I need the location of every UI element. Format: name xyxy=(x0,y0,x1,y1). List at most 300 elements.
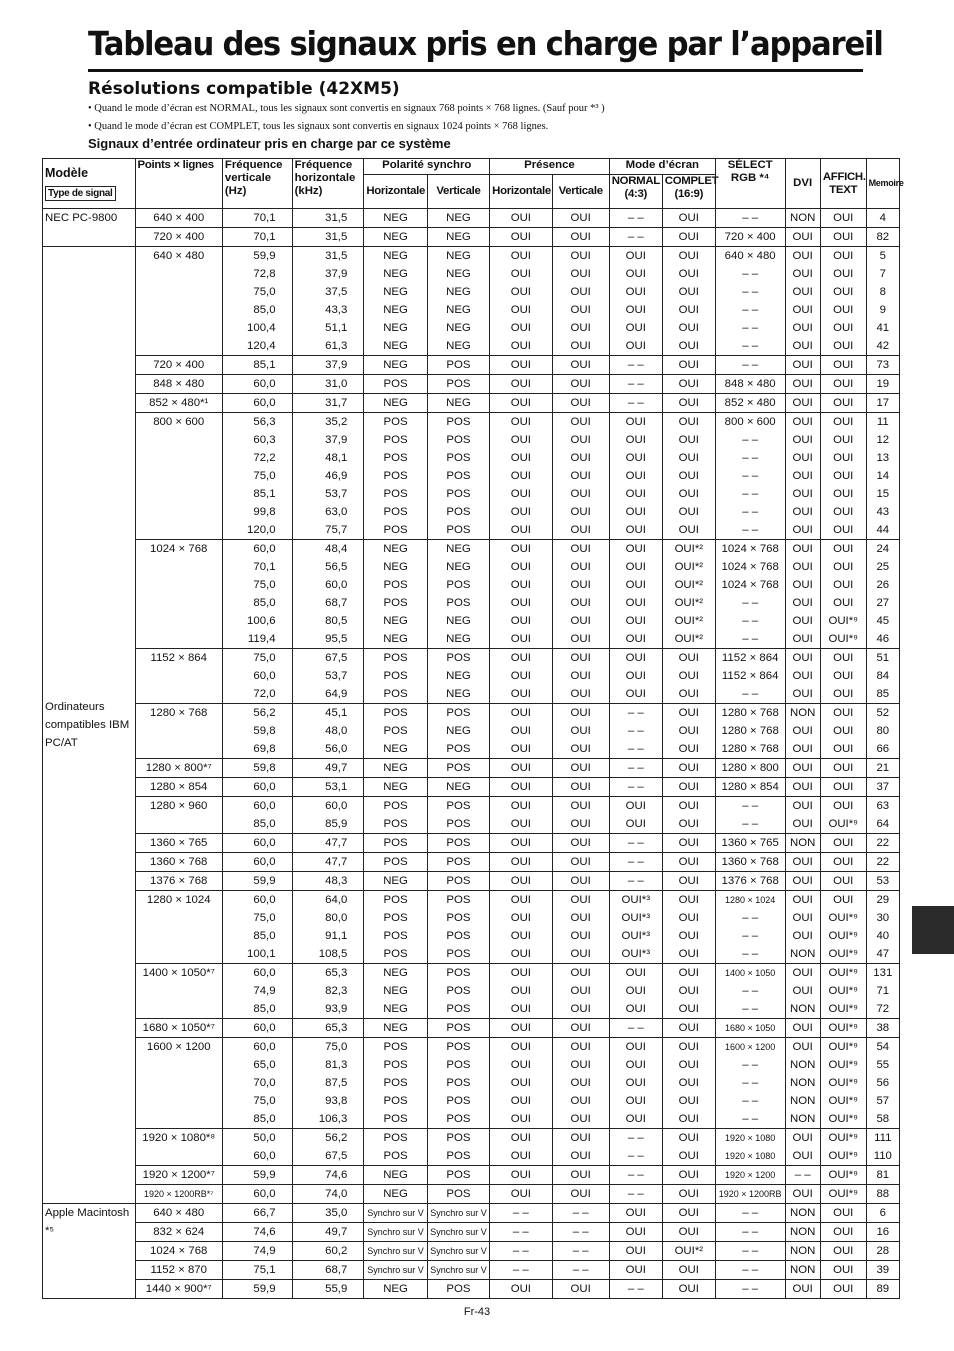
cell-value: 15 xyxy=(876,488,890,500)
cell-com xyxy=(662,1166,715,1185)
cell-value: POS xyxy=(383,652,408,664)
cell-value: 44 xyxy=(876,524,890,536)
cell-value: 1600 × 1200 xyxy=(725,1042,776,1052)
cell-ph xyxy=(364,394,427,413)
cell-value: OUI xyxy=(625,506,646,518)
cell-value: – – xyxy=(627,378,644,390)
cell-value: OUI xyxy=(678,800,699,812)
cell-value: OUI*⁹ xyxy=(828,1022,859,1034)
cell-rgb xyxy=(715,1019,785,1038)
cell-dvi xyxy=(785,356,820,375)
cell-prv xyxy=(552,356,609,375)
cell-value: OUI xyxy=(625,452,646,464)
cell-value: – – xyxy=(742,597,759,609)
cell-value: OUI xyxy=(833,212,854,224)
cell-prh xyxy=(490,540,552,649)
cell-pv xyxy=(427,649,489,704)
cell-nor xyxy=(609,247,662,356)
cell-value: OUI xyxy=(570,452,591,464)
cell-value: OUI xyxy=(792,688,813,700)
cell-prh xyxy=(490,1185,552,1204)
cell-value: – – xyxy=(627,725,644,737)
cell-value: 82,3 xyxy=(325,985,348,997)
cell-value: – – xyxy=(742,359,759,371)
cell-ph xyxy=(364,413,427,540)
cell-value: OUI xyxy=(510,1003,531,1015)
cell-v xyxy=(222,649,292,704)
cell-value: OUI xyxy=(678,470,699,482)
cell-v xyxy=(222,209,292,228)
cell-prv xyxy=(552,228,609,247)
cell-value: POS xyxy=(446,856,471,868)
cell-value: OUI xyxy=(625,1245,646,1257)
cell-value: OUI xyxy=(570,615,591,627)
table-row xyxy=(43,247,900,356)
cell-pv xyxy=(427,853,489,872)
cell-ph xyxy=(364,834,427,853)
cell-value: POS xyxy=(446,470,471,482)
cell-value: 53,7 xyxy=(325,488,348,500)
cell-value: NEG xyxy=(383,250,408,262)
points-cell: 1360 × 768 xyxy=(135,853,222,872)
cell-value: OUI*⁹ xyxy=(828,1169,859,1181)
cell-prv xyxy=(552,872,609,891)
cell-value: NEG xyxy=(383,1169,408,1181)
cell-rgb xyxy=(715,1261,785,1280)
cell-value: OUI xyxy=(678,1022,699,1034)
cell-value: OUI xyxy=(792,652,813,664)
cell-value: Synchro sur V xyxy=(367,1227,424,1237)
cell-ph xyxy=(364,1019,427,1038)
cell-value: OUI xyxy=(510,875,531,887)
cell-mem xyxy=(866,853,899,872)
cell-dvi xyxy=(785,1223,820,1242)
cell-value: OUI xyxy=(570,1150,591,1162)
cell-value: OUI xyxy=(833,597,854,609)
cell-prh xyxy=(490,1223,552,1242)
cell-h xyxy=(292,1129,364,1166)
cell-dvi xyxy=(785,704,820,759)
cell-value: OUI xyxy=(570,470,591,482)
cell-prv xyxy=(552,834,609,853)
cell-value: 70,1 xyxy=(253,212,276,224)
cell-value: OUI xyxy=(570,304,591,316)
cell-value: POS xyxy=(383,670,408,682)
cell-value: Synchro sur V xyxy=(367,1208,424,1218)
cell-value: 60,0 xyxy=(253,837,276,849)
cell-value: OUI xyxy=(625,800,646,812)
cell-value: – – xyxy=(742,286,759,298)
cell-value: – – xyxy=(627,1188,644,1200)
cell-value: POS xyxy=(383,912,408,924)
cell-value: NEG xyxy=(383,1022,408,1034)
cell-value: 1280 × 1024 xyxy=(725,895,776,905)
header-polarite-vert: Verticale xyxy=(427,175,489,209)
cell-v xyxy=(222,356,292,375)
cell-com xyxy=(662,1185,715,1204)
cell-value: OUI xyxy=(678,875,699,887)
cell-value: 72,8 xyxy=(253,268,276,280)
cell-value: POS xyxy=(446,707,471,719)
cell-value: 1280 × 768 xyxy=(721,707,779,719)
cell-rgb xyxy=(715,1204,785,1223)
cell-value: OUI xyxy=(625,524,646,536)
cell-ph xyxy=(364,797,427,834)
cell-value: 65,3 xyxy=(325,967,348,979)
cell-value: 1376 × 768 xyxy=(721,875,779,887)
cell-rgb xyxy=(715,778,785,797)
cell-value: OUI xyxy=(792,781,813,793)
cell-dvi xyxy=(785,247,820,356)
cell-aff xyxy=(820,872,866,891)
cell-value: NEG xyxy=(446,688,471,700)
cell-value: POS xyxy=(383,506,408,518)
cell-value: OUI xyxy=(570,250,591,262)
cell-v xyxy=(222,759,292,778)
cell-value: – – xyxy=(742,488,759,500)
cell-value: – – xyxy=(742,1207,759,1219)
cell-value: – – xyxy=(794,1169,811,1181)
cell-value: OUI xyxy=(625,416,646,428)
model-cell: NEC PC-9800 xyxy=(43,209,136,247)
cell-value: 51 xyxy=(876,652,890,664)
cell-value: OUI*⁹ xyxy=(828,985,859,997)
cell-value: 60,0 xyxy=(253,894,276,906)
cell-value: OUI xyxy=(833,397,854,409)
cell-value: OUI*³ xyxy=(621,894,650,906)
cell-value: NEG xyxy=(446,268,471,280)
page-number: Fr-43 xyxy=(463,1306,491,1318)
cell-value: OUI xyxy=(833,800,854,812)
cell-value: OUI xyxy=(833,837,854,849)
cell-mem xyxy=(866,759,899,778)
cell-value: OUI xyxy=(678,1003,699,1015)
cell-value: OUI xyxy=(570,930,591,942)
cell-com xyxy=(662,778,715,797)
cell-rgb xyxy=(715,834,785,853)
cell-prv xyxy=(552,964,609,1019)
cell-value: NEG xyxy=(383,212,408,224)
cell-rgb xyxy=(715,649,785,704)
cell-value: – – xyxy=(742,1059,759,1071)
points-cell: 1280 × 800*⁷ xyxy=(135,759,222,778)
note-normal-mode: • Quand le mode d’écran est NORMAL, tous les signaux sont convertis en signaux 768 points × 768 lignes. (Sauf pour *³ ) xyxy=(88,103,605,114)
cell-value: NEG xyxy=(383,286,408,298)
cell-value: 31,5 xyxy=(325,250,348,262)
cell-value: OUI xyxy=(678,1077,699,1089)
cell-value: 85,9 xyxy=(325,818,348,830)
cell-value: OUI xyxy=(570,967,591,979)
cell-value: 800 × 600 xyxy=(724,416,776,428)
header-polarite-horiz: Horizontale xyxy=(364,175,427,209)
cell-ph xyxy=(364,1223,427,1242)
cell-value: – – xyxy=(742,800,759,812)
cell-value: 30 xyxy=(876,912,890,924)
cell-pv xyxy=(427,394,489,413)
cell-value: OUI xyxy=(625,818,646,830)
cell-value: POS xyxy=(446,967,471,979)
cell-value: 87,5 xyxy=(325,1077,348,1089)
cell-value: 85,0 xyxy=(253,1113,276,1125)
cell-com xyxy=(662,247,715,356)
cell-value: OUI xyxy=(510,1150,531,1162)
cell-value: OUI*³ xyxy=(621,930,650,942)
cell-value: OUI*⁹ xyxy=(828,1113,859,1125)
cell-value: 56,0 xyxy=(325,743,348,755)
cell-v xyxy=(222,375,292,394)
section-tab-marker xyxy=(912,906,954,954)
cell-value: 53,7 xyxy=(325,670,348,682)
cell-value: 89 xyxy=(876,1283,890,1295)
cell-value: OUI xyxy=(510,434,531,446)
cell-value: POS xyxy=(383,930,408,942)
cell-value: OUI xyxy=(792,894,813,906)
cell-value: – – xyxy=(627,743,644,755)
cell-value: POS xyxy=(383,1095,408,1107)
cell-value: 75,0 xyxy=(253,470,276,482)
cell-value: OUI xyxy=(792,818,813,830)
cell-aff xyxy=(820,1204,866,1223)
points-cell: 1360 × 765 xyxy=(135,834,222,853)
cell-value: 60,0 xyxy=(253,800,276,812)
cell-dvi xyxy=(785,1038,820,1129)
cell-value: 85,0 xyxy=(253,818,276,830)
cell-value: 49,7 xyxy=(325,1226,348,1238)
cell-value: OUI xyxy=(570,524,591,536)
cell-value: 56 xyxy=(876,1077,890,1089)
cell-h xyxy=(292,356,364,375)
cell-value: 69,8 xyxy=(253,743,276,755)
cell-value: 60,0 xyxy=(253,1150,276,1162)
cell-value: 54 xyxy=(876,1041,890,1053)
cell-value: OUI xyxy=(510,416,531,428)
cell-value: 848 × 480 xyxy=(724,378,776,390)
cell-value: OUI xyxy=(833,286,854,298)
table-row xyxy=(43,1204,900,1223)
cell-value: OUI xyxy=(510,1132,531,1144)
cell-prv xyxy=(552,1185,609,1204)
cell-value: 75,1 xyxy=(253,1264,276,1276)
note-complet-mode: • Quand le mode d’écran est COMPLET, tous les signaux sont convertis en signaux 1024 points × 768 lignes. xyxy=(88,121,549,132)
cell-nor xyxy=(609,1261,662,1280)
cell-value: 59,9 xyxy=(253,1283,276,1295)
cell-value: NEG xyxy=(446,543,471,555)
cell-value: 37,9 xyxy=(325,268,348,280)
cell-nor xyxy=(609,1019,662,1038)
cell-aff xyxy=(820,1185,866,1204)
cell-value: 9 xyxy=(879,304,886,316)
cell-value: 60,0 xyxy=(253,1022,276,1034)
cell-pv xyxy=(427,228,489,247)
header-affich: AFFICH. TEXT xyxy=(820,159,866,209)
cell-value: OUI xyxy=(510,1041,531,1053)
cell-aff xyxy=(820,413,866,540)
cell-value: 67,5 xyxy=(325,652,348,664)
cell-value: OUI xyxy=(792,359,813,371)
cell-value: OUI xyxy=(510,286,531,298)
cell-value: OUI xyxy=(570,397,591,409)
cell-nor xyxy=(609,1204,662,1223)
cell-prv xyxy=(552,209,609,228)
cell-value: 38 xyxy=(876,1022,890,1034)
cell-value: NON xyxy=(790,1095,816,1107)
cell-value: OUI xyxy=(510,212,531,224)
cell-value: OUI xyxy=(833,434,854,446)
cell-value: OUI xyxy=(792,615,813,627)
cell-value: 64 xyxy=(876,818,890,830)
cell-aff xyxy=(820,356,866,375)
cell-value: OUI*⁹ xyxy=(828,1188,859,1200)
cell-value: OUI*⁹ xyxy=(828,1041,859,1053)
cell-value: OUI xyxy=(625,434,646,446)
cell-value: OUI xyxy=(833,1226,854,1238)
cell-pv xyxy=(427,1129,489,1166)
points-cell: 640 × 480 xyxy=(135,247,222,356)
cell-value: OUI xyxy=(510,543,531,555)
cell-h xyxy=(292,872,364,891)
cell-v xyxy=(222,413,292,540)
cell-value: NEG xyxy=(383,1003,408,1015)
cell-nor xyxy=(609,228,662,247)
cell-value: NON xyxy=(790,1113,816,1125)
cell-rgb xyxy=(715,1185,785,1204)
cell-value: NON xyxy=(790,1059,816,1071)
cell-dvi xyxy=(785,759,820,778)
cell-v xyxy=(222,797,292,834)
cell-com xyxy=(662,759,715,778)
cell-h xyxy=(292,1185,364,1204)
cell-value: – – xyxy=(742,340,759,352)
cell-ph xyxy=(364,1166,427,1185)
cell-value: 67,5 xyxy=(325,1150,348,1162)
cell-value: 85,1 xyxy=(253,359,276,371)
cell-value: OUI xyxy=(625,340,646,352)
cell-value: OUI xyxy=(570,1132,591,1144)
cell-value: OUI xyxy=(625,561,646,573)
cell-dvi xyxy=(785,228,820,247)
cell-value: OUI xyxy=(510,250,531,262)
cell-value: OUI xyxy=(510,781,531,793)
cell-mem xyxy=(866,540,899,649)
cell-dvi xyxy=(785,891,820,964)
cell-value: – – xyxy=(627,762,644,774)
cell-v xyxy=(222,1261,292,1280)
cell-mem xyxy=(866,394,899,413)
cell-value: OUI xyxy=(678,1059,699,1071)
cell-prh xyxy=(490,375,552,394)
cell-value: – – xyxy=(742,1226,759,1238)
cell-value: 37,9 xyxy=(325,434,348,446)
cell-value: POS xyxy=(383,707,408,719)
cell-value: 42 xyxy=(876,340,890,352)
table-row xyxy=(43,1242,900,1261)
cell-value: OUI xyxy=(510,856,531,868)
cell-value: 26 xyxy=(876,579,890,591)
cell-value: OUI*² xyxy=(674,543,704,555)
cell-value: OUI*⁹ xyxy=(828,1059,859,1071)
cell-value: OUI*⁹ xyxy=(828,1095,859,1107)
cell-value: 72,0 xyxy=(253,688,276,700)
cell-value: OUI xyxy=(792,397,813,409)
cell-mem xyxy=(866,649,899,704)
cell-value: 106,3 xyxy=(318,1113,348,1125)
cell-value: 64,9 xyxy=(325,688,348,700)
cell-value: OUI xyxy=(570,781,591,793)
cell-value: NEG xyxy=(383,397,408,409)
cell-value: 60,0 xyxy=(253,397,276,409)
cell-prv xyxy=(552,413,609,540)
cell-value: OUI xyxy=(570,743,591,755)
cell-value: – – xyxy=(742,470,759,482)
cell-value: OUI xyxy=(792,524,813,536)
cell-prv xyxy=(552,1223,609,1242)
cell-ph xyxy=(364,1038,427,1129)
cell-value: 31,5 xyxy=(325,212,348,224)
cell-value: OUI xyxy=(625,1003,646,1015)
cell-value: NEG xyxy=(446,250,471,262)
cell-value: POS xyxy=(383,818,408,830)
table-row xyxy=(43,375,900,394)
cell-value: POS xyxy=(383,948,408,960)
cell-value: OUI xyxy=(510,1188,531,1200)
cell-value: POS xyxy=(446,1003,471,1015)
cell-v xyxy=(222,1166,292,1185)
cell-nor xyxy=(609,1166,662,1185)
cell-value: POS xyxy=(446,1077,471,1089)
cell-prv xyxy=(552,394,609,413)
cell-value: POS xyxy=(383,837,408,849)
cell-value: NEG xyxy=(446,397,471,409)
cell-value: OUI xyxy=(625,985,646,997)
cell-value: OUI xyxy=(792,597,813,609)
cell-h xyxy=(292,853,364,872)
cell-value: NEG xyxy=(446,561,471,573)
cell-value: POS xyxy=(383,1132,408,1144)
cell-value: 75,0 xyxy=(253,286,276,298)
cell-value: POS xyxy=(446,579,471,591)
cell-value: 24 xyxy=(876,543,890,555)
header-modele xyxy=(43,159,136,209)
points-cell: 1920 × 1200RB*⁷ xyxy=(135,1185,222,1204)
table-row xyxy=(43,834,900,853)
cell-value: 19 xyxy=(876,378,890,390)
cell-com xyxy=(662,1129,715,1166)
header-presence-horiz: Horizontale xyxy=(490,175,552,209)
cell-value: OUI xyxy=(792,561,813,573)
cell-value: OUI xyxy=(678,985,699,997)
cell-value: NEG xyxy=(446,725,471,737)
cell-value: POS xyxy=(446,1169,471,1181)
cell-mem xyxy=(866,1038,899,1129)
cell-value: OUI xyxy=(792,452,813,464)
cell-value: 55,9 xyxy=(325,1283,348,1295)
cell-prv xyxy=(552,1242,609,1261)
cell-value: OUI xyxy=(678,762,699,774)
cell-value: 60,0 xyxy=(253,543,276,555)
cell-v xyxy=(222,704,292,759)
cell-value: OUI xyxy=(792,633,813,645)
cell-value: OUI xyxy=(510,800,531,812)
cell-h xyxy=(292,1242,364,1261)
cell-value: OUI xyxy=(510,762,531,774)
cell-value: 1400 × 1050 xyxy=(725,968,776,978)
cell-aff xyxy=(820,247,866,356)
cell-value: OUI xyxy=(570,378,591,390)
cell-value: OUI xyxy=(625,615,646,627)
cell-value: Synchro sur V xyxy=(367,1246,424,1256)
cell-rgb xyxy=(715,540,785,649)
cell-value: 5 xyxy=(879,250,886,262)
